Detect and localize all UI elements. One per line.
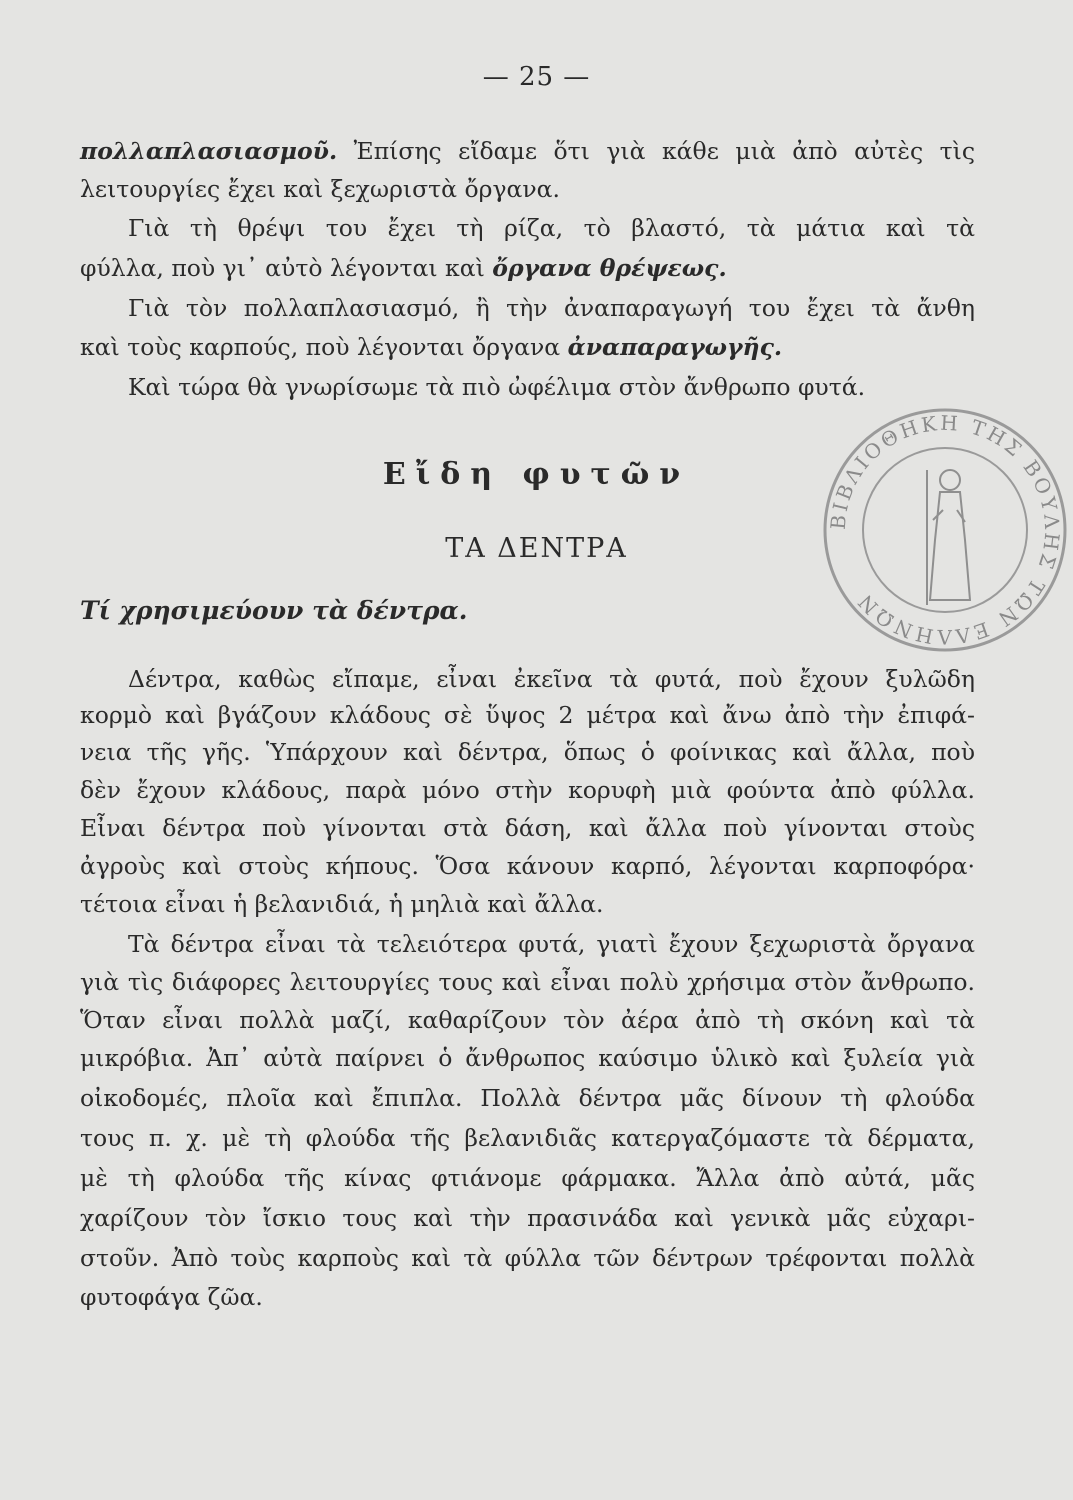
body-line: Εἶναι δέντρα ποὺ γίνονται στὰ δάση, καὶ ἄλλα ποὺ γίνονται στοὺς xyxy=(80,814,975,842)
body-line: οἰκοδομές, πλοῖα καὶ ἔπιπλα. Πολλὰ δέντρα μᾶς δίνουν τὴ φλούδα xyxy=(80,1084,975,1112)
text-span: φύλλα, ποὺ γι᾽ αὐτὸ λέγονται καὶ xyxy=(80,254,493,282)
athena-figure-icon xyxy=(927,470,970,605)
chapter-heading: ΤΑ ΔΕΝΤΡΑ xyxy=(445,533,628,564)
text-span: Ἐπίσης εἴδαμε ὅτι γιὰ κάθε μιὰ ἀπὸ αὐτὲς τὶς xyxy=(337,137,975,165)
body-line: μικρόβια. Ἀπ᾽ αὐτὰ παίρνει ὁ ἄνθρωπος καύσιμο ὑλικὸ καὶ ξυλεία γιὰ xyxy=(80,1044,975,1072)
body-line: Δέντρα, καθὼς εἴπαμε, εἶναι ἐκεῖνα τὰ φυτά, ποὺ ἔχουν ξυλῶδη xyxy=(128,665,975,693)
body-line: χαρίζουν τὸν ἴσκιο τους καὶ τὴν πρασινάδα καὶ γενικὰ μᾶς εὐχαρι- xyxy=(80,1204,975,1232)
text-span: καὶ τοὺς καρπούς, ποὺ λέγονται ὄργανα xyxy=(80,333,568,361)
italic-term: ὄργανα θρέψεως. xyxy=(492,254,727,282)
para1-line1 xyxy=(80,136,975,166)
para2-line1: Γιὰ τὴ θρέψι του ἔχει τὴ ρίζα, τὸ βλαστό, τὰ μάτια καὶ τὰ xyxy=(128,214,975,242)
body-line: γιὰ τὶς διάφορες λειτουργίες τους καὶ εἶναι πολὺ χρήσιμα στὸν ἄνθρωπο. xyxy=(80,968,975,996)
section-heading: Εἴδη φυτῶν xyxy=(382,457,691,492)
body-line: ἀγροὺς καὶ στοὺς κήπους. Ὅσα κάνουν καρπό, λέγονται καρποφόρα· xyxy=(80,852,975,880)
body-line: δὲν ἔχουν κλάδους, παρὰ μόνο στὴν κορυφὴ μιὰ φούντα ἀπὸ φύλλα. xyxy=(80,776,975,804)
page-number: — 25 — xyxy=(482,62,591,92)
body-line: νεια τῆς γῆς. Ὑπάρχουν καὶ δέντρα, ὅπως ὁ φοίνικας καὶ ἄλλα, ποὺ xyxy=(80,738,975,766)
para2-line2 xyxy=(80,253,975,283)
stamp-text: ΒΙΒΛΙΟΘΗΚΗ ΤΗΣ ΒΟΥΛΗΣ ΤΩΝ ΕΛΛΗΝΩΝ xyxy=(825,410,1065,650)
body-line: τους π. χ. μὲ τὴ φλούδα τῆς βελανιδιᾶς κατεργαζόμαστε τὰ δέρματα, xyxy=(80,1124,975,1152)
body-line: φυτοφάγα ζῶα. xyxy=(80,1283,263,1311)
body-line: Ὅταν εἶναι πολλὰ μαζί, καθαρίζουν τὸν ἀέρα ἀπὸ τὴ σκόνη καὶ τὰ xyxy=(80,1006,975,1034)
subheading: Τί χρησιμεύουν τὰ δέντρα. xyxy=(80,596,468,625)
body-line: κορμὸ καὶ βγάζουν κλάδους σὲ ὕψος 2 μέτρα καὶ ἄνω ἀπὸ τὴν ἐπιφά- xyxy=(80,701,975,729)
para3-line1: Γιὰ τὸν πολλαπλασιασμό, ἢ τὴν ἀναπαραγωγή του ἔχει τὰ ἄνθη xyxy=(128,294,975,322)
body-line: μὲ τὴ φλούδα τῆς κίνας φτιάνομε φάρμακα. Ἄλλα ἀπὸ αὐτά, μᾶς xyxy=(80,1164,975,1192)
body-line: στοῦν. Ἀπὸ τοὺς καρποὺς καὶ τὰ φύλλα τῶν δέντρων τρέφονται πολλὰ xyxy=(80,1244,975,1272)
italic-term: πολλαπλασιασμοῦ. xyxy=(80,137,338,165)
italic-term: ἀναπαραγωγῆς. xyxy=(567,333,783,361)
para1-line2: λειτουργίες ἔχει καὶ ξεχωριστὰ ὄργανα. xyxy=(80,175,560,203)
body-line: τέτοια εἶναι ἡ βελανιδιά, ἡ μηλιὰ καὶ ἄλλα. xyxy=(80,890,604,918)
library-stamp xyxy=(815,400,1073,660)
para4-line1: Καὶ τώρα θὰ γνωρίσωμε τὰ πιὸ ὠφέλιμα στὸν ἄνθρωπο φυτά. xyxy=(128,373,866,401)
body-line: Τὰ δέντρα εἶναι τὰ τελειότερα φυτά, γιατὶ ἔχουν ξεχωριστὰ ὄργανα xyxy=(128,930,975,958)
para3-line2 xyxy=(80,332,975,362)
stamp-inner-ring xyxy=(863,448,1027,612)
